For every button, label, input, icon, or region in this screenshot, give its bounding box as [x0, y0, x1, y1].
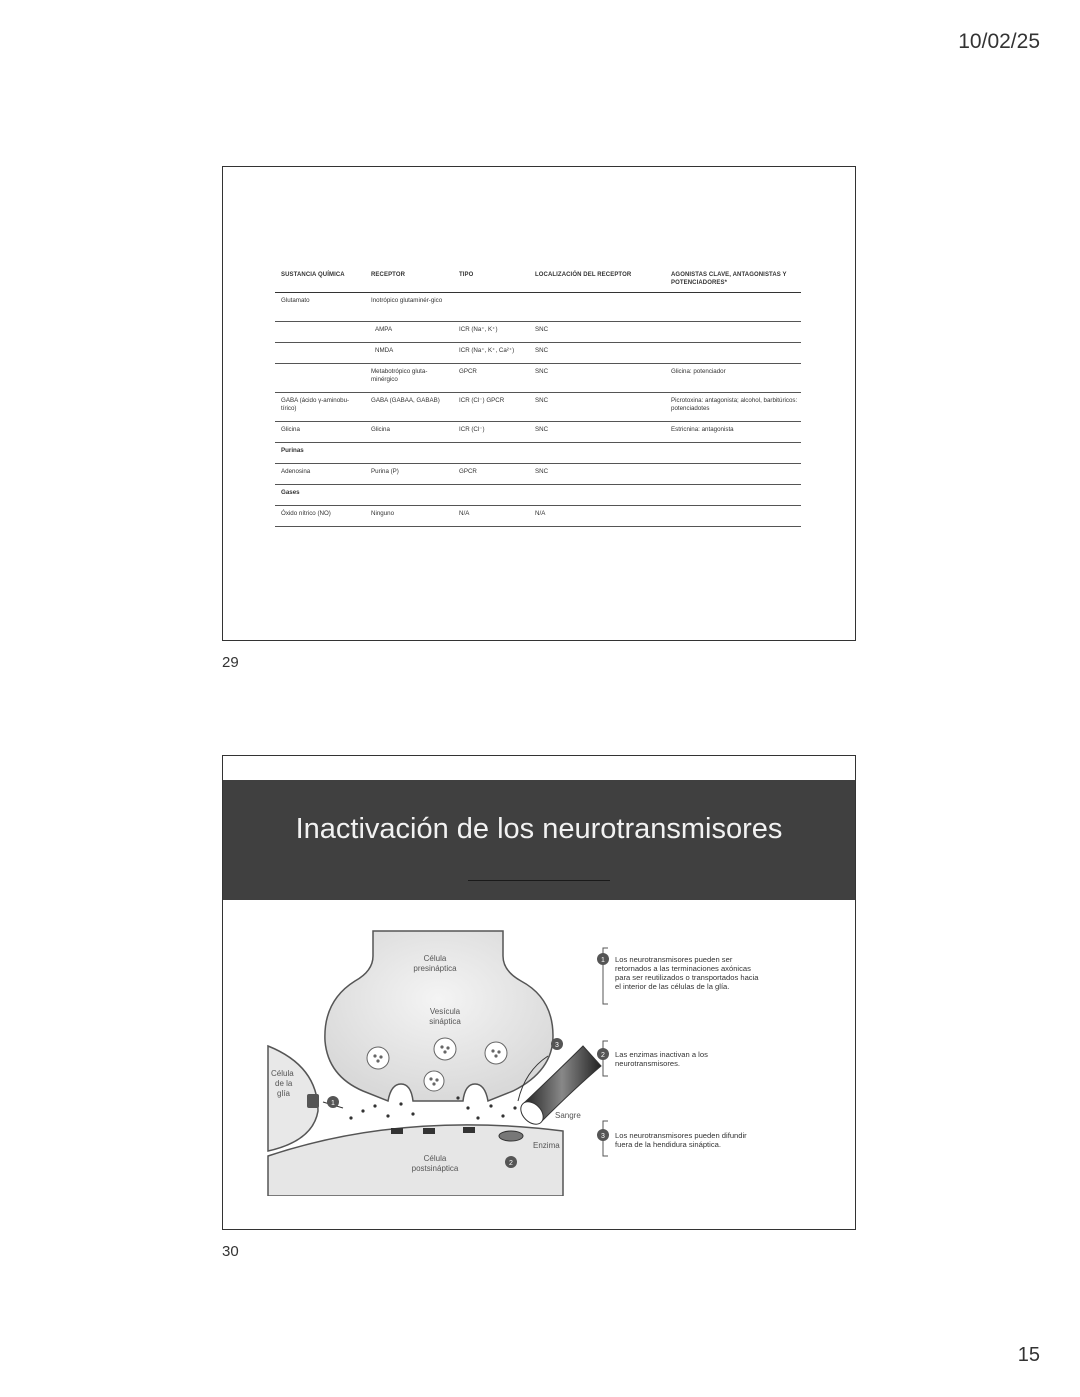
- table-header-cell: RECEPTOR: [371, 272, 406, 278]
- table-cell: GABA (GABAA, GABAB): [371, 397, 440, 404]
- table-cell: ICR (Cl⁻): [459, 426, 485, 433]
- step-2-badge: 2: [509, 1160, 513, 1167]
- table-cell: GPCR: [459, 468, 477, 475]
- postsynaptic-label-line: postsináptica: [411, 1164, 459, 1173]
- table-cell: [665, 485, 801, 492]
- table-cell: Glicina: potenciador: [671, 368, 726, 375]
- table-header-cell: LOCALIZACIÓN DEL RECEPTOR: [535, 272, 632, 278]
- table-group-row: [275, 485, 801, 506]
- note-3: [597, 1121, 747, 1156]
- note-1-line: retornados a las terminaciones axónicas: [615, 964, 751, 973]
- table-cell: N/A: [459, 510, 470, 517]
- slide-number: 29: [222, 654, 239, 671]
- title-underline: [468, 880, 610, 881]
- table-cell: [665, 506, 801, 513]
- table-header-row: [275, 267, 801, 293]
- table-cell: [665, 464, 801, 471]
- note-1-line: para ser reutilizados o transportados hacia: [615, 973, 759, 982]
- table-cell: [453, 485, 529, 492]
- slide-number: 30: [222, 1243, 239, 1260]
- table-cell: Estricnina: antagonista: [671, 426, 734, 433]
- table-cell: [275, 343, 365, 350]
- enzyme-label: Enzima: [533, 1141, 560, 1150]
- table-cell: Purinas: [281, 447, 304, 454]
- table-cell: ICR (Na⁺, K⁺, Ca²⁺): [459, 347, 515, 354]
- blood-label: Sangre: [555, 1111, 581, 1120]
- table-cell: AMPA: [375, 326, 393, 333]
- synapse-diagram: [263, 926, 823, 1196]
- table-group-row: [275, 443, 801, 464]
- step-1-badge: 1: [331, 1100, 335, 1107]
- vesicle-label-line: sináptica: [429, 1017, 461, 1026]
- table-cell: SNC: [535, 326, 549, 333]
- table-header-cell: AGONISTAS CLAVE, ANTAGONISTAS Y POTENCIADORES*: [671, 272, 787, 286]
- note-2-line: neurotransmisores.: [615, 1059, 680, 1068]
- note-3-line: fuera de la hendidura sináptica.: [615, 1140, 721, 1149]
- glia-label-line: de la: [275, 1079, 293, 1088]
- table-cell: SNC: [535, 368, 549, 375]
- table-cell: [529, 293, 665, 300]
- table-row: [275, 506, 801, 527]
- table-cell: GPCR: [459, 368, 477, 375]
- table-cell: Gases: [281, 489, 300, 496]
- table-row: [275, 343, 801, 364]
- table-cell: SNC: [535, 426, 549, 433]
- table-cell: [365, 443, 453, 450]
- note-1-line: Los neurotransmisores pueden ser: [615, 955, 733, 964]
- table-cell: [665, 443, 801, 450]
- note-1-number: 1: [601, 957, 605, 964]
- glia-label-line: Célula: [271, 1069, 294, 1078]
- table-row: [275, 293, 801, 322]
- table-cell: N/A: [535, 510, 546, 517]
- table-cell: Glicina: [281, 426, 300, 433]
- table-cell: [665, 322, 801, 329]
- table-cell: Adenosina: [281, 468, 311, 475]
- postsynaptic-label-line: Célula: [423, 1154, 447, 1163]
- table-cell: GABA (ácido γ-aminobu-tírico): [281, 397, 350, 412]
- table-header-cell: TIPO: [459, 272, 474, 278]
- table-cell: ICR (Na⁺, K⁺): [459, 326, 498, 333]
- neurotransmitter-table: [275, 267, 801, 527]
- transporter-shape: [307, 1094, 319, 1108]
- table-cell: [665, 293, 801, 300]
- presynaptic-label-line: Célula: [423, 954, 447, 963]
- table-cell: [529, 443, 665, 450]
- note-1-line: el interior de las células de la glía.: [615, 982, 730, 991]
- table-cell: Metabotrópico gluta-minérgico: [371, 368, 428, 383]
- table-cell: [365, 485, 453, 492]
- table-row: [275, 364, 801, 393]
- table-cell: Ninguno: [371, 510, 395, 517]
- note-1: [597, 948, 759, 1004]
- note-2-number: 2: [601, 1052, 605, 1059]
- title-band: [223, 780, 855, 900]
- table-row: [275, 464, 801, 485]
- table-cell: ICR (Cl⁻) GPCR: [459, 397, 505, 404]
- step-3-badge: 3: [555, 1042, 559, 1049]
- table-cell: [453, 443, 529, 450]
- table-cell: NMDA: [375, 347, 394, 354]
- table-row: [275, 393, 801, 422]
- slide-title: Inactivación de los neurotransmisores: [295, 813, 783, 845]
- table-cell: Óxido nítrico (NO): [281, 510, 331, 517]
- note-2: [597, 1041, 708, 1076]
- slide-29: [222, 166, 856, 641]
- table-cell: Inotrópico glutaminér-gico: [371, 297, 443, 304]
- table-cell: SNC: [535, 347, 549, 354]
- enzyme-shape: [499, 1131, 523, 1141]
- table-cell: [529, 485, 665, 492]
- table-cell: SNC: [535, 397, 549, 404]
- table-cell: [665, 343, 801, 350]
- table-cell: Purina (P): [371, 468, 399, 475]
- vesicle-label-line: Vesícula: [429, 1007, 461, 1016]
- table-cell: Picrotoxina: antagonista; alcohol, barbitúricos: potenciadotes: [671, 397, 798, 412]
- slide-30: [222, 755, 856, 1230]
- page-date: 10/02/25: [958, 30, 1040, 53]
- table-header-cell: SUSTANCIA QUÍMICA: [281, 272, 345, 278]
- page-number: 15: [1017, 1344, 1040, 1366]
- note-2-line: Las enzimas inactivan a los: [615, 1050, 708, 1059]
- table-row: [275, 422, 801, 443]
- table-cell: [453, 293, 529, 300]
- table-row: [275, 322, 801, 343]
- note-3-number: 3: [601, 1133, 605, 1140]
- presynaptic-label-line: presináptica: [413, 964, 457, 973]
- glia-label-line: glía: [277, 1089, 290, 1098]
- table-cell: Glicina: [371, 426, 390, 433]
- table-cell: Glutamato: [281, 297, 310, 304]
- table-cell: SNC: [535, 468, 549, 475]
- note-3-line: Los neurotransmisores pueden difundir: [615, 1131, 747, 1140]
- table-cell: [275, 364, 365, 371]
- table-cell: [275, 322, 365, 329]
